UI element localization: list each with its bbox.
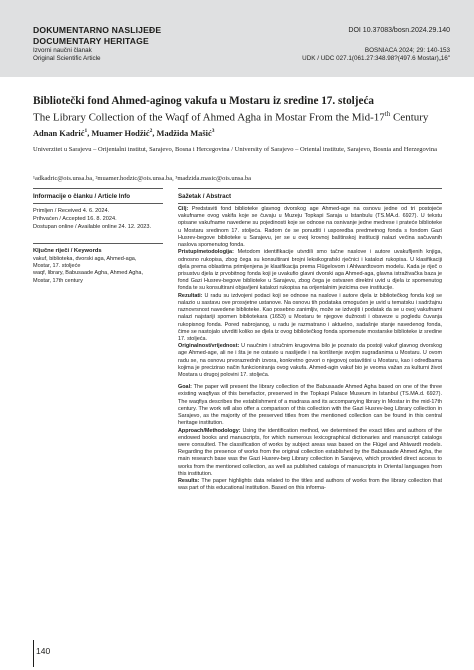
header-left <box>33 25 233 63</box>
doi-link[interactable]: DOI 10.37083/bosn.2024.29.140 <box>348 27 450 34</box>
article-info-heading: Informacije o članku / Article Info <box>33 193 131 200</box>
author-name: Madžida Mašić <box>156 128 212 138</box>
online-date: Dostupan online / Available online 24. 12. 2023. <box>33 224 152 231</box>
journal-issue: BOSNIACA 2024; 29: 140-153 <box>364 47 450 54</box>
article-type-bs: Izvorni naučni članak <box>33 47 92 54</box>
abstract-text: U naučnim i stručnim krugovima bilo je poznato da postoji vakuf glavnog dvorskog age Ahmed-age, ali ne i šta je ne ostavio u naslijeđe i na korištenje svojim sugrađanima u Mostaru. U ovom radu se, na osnovu prvorazrednih izvora, konkretno govori o njegovoj ostavštini u Mostaru, kao i određbama kojima je precizirao način funkcioniranja ovog vakufa. Ahmed-agin vakuf bio je veoma važan za kulturni život Mostara u drugoj polovini 17. stoljeća. <box>178 343 442 379</box>
abstract-paragraph <box>178 343 442 379</box>
footer-bar <box>33 640 34 667</box>
author-mark: 2 <box>149 128 153 134</box>
abstract-body <box>178 206 442 493</box>
author-emails[interactable]: ¹adkadric@ois.unsa.ba, ²muamer.hodzic@ois.unsa.ba, ³madzida.masic@ois.unsa.ba <box>33 175 252 182</box>
abstract-text: The paper highlights data related to the titles and authors of works from the library collection that was part of this educational institution. Based on this informa- <box>178 478 442 492</box>
article-type-en: Original Scientific Article <box>33 55 101 63</box>
abstract-text: U radu su izdvojeni podaci koji se odnose na naslove i autore djela iz bibliotečkog fonda koji se nalazio u sastavu ove prosvjetne ustanove. Na osnovu tih podataka omogućen je uvid u tematsku i sadržajnu raznovrsnost navedene biblioteke. Kao posebno zanimljiv, može se izdvojiti i podatak da se u ovoj vakufnami nalazi najstariji spomen bibliotekara (1653) u Mostaru te njegove dužnosti i obaveze u pogledu čuvanja rukopisnog fonda. Pored nabrojanog, u radu je razmatrano i aktuelno, sadašnje stanje navedenog fonda, čime se nastojalo utvrditi koliko se djela iz ovog bibliotečkog fonda spomenute mostarske biblioteke iz sredine 17. stoljeća. <box>178 292 442 342</box>
abstract-text: Predstaviti fond biblioteke glavnog dvorskog age Ahmed-age na osnovu jedne od tri postojeće vakufname ovog vakifa koje se čuvaju u Muzeju Topkapi Saraja u Istanbulu (TS.MA.d. 6927). U tekstu opisane vakufname navedene su pojedinosti koje se odnose na osnivanje jedne medrese i pratеće biblioteke u Mostaru sredinom 17. stoljeća. Radom će se ponuditi i usporedba predmetnog fonda s fondom Gazi Husrev-begove biblioteke u Sarajevu, jer se u ovoj krovnoj baštinskoj instituciji nalazi većina sačuvanih naslova spomenutog fonda. <box>178 206 442 249</box>
title-english <box>33 110 453 124</box>
abstract-text: The paper will present the library collection of the Babusaade Ahmed Agha based on one of the three existing waqfiyas of this benefactor, preserved in the Topkapi Palace Museum in Istanbul (TS.MA.d. 6927). The waqfiya describes the establishment of a madrasa and its accompanying library in Mostar in the mid-17th century. The work will also offer a comparison of this collection with the Gazi Husrev-beg Library collection in Sarajevo, as the majority of the preserved titles from the mentioned collection can be found in this central heritage institution. <box>178 384 442 427</box>
author-mark: 1 <box>84 128 88 134</box>
journal-name-en: DOCUMENTARY HERITAGE <box>33 36 149 46</box>
abstract-heading: Sažetak / Abstract <box>178 193 232 200</box>
abstract-text: Using the identification method, we determined the exact titles and authors of the endowed books and manuscripts, for which numerous lexicographical dictionaries and manuscript catalogs were consulted. The classification of works by subject areas was based on the Flügel and Ahlwardt models. Regarding the presence of works from the original collection established by the Babusaade Ahmed Agha, the main research base was the Gazi Husrev-beg Library collection in Sarajevo, which provided direct access to works from the mentioned collection, as well as published catalogs of manuscripts in Oriental languages from this institution. <box>178 427 442 477</box>
author-name: Muamer Hodžić <box>91 128 150 138</box>
info-rule-top <box>33 188 163 189</box>
author-list: Adnan Kadrić$^1$, Muamer Hodžić$^2$, Madžida Mašić$^3$ <box>33 128 215 138</box>
keywords-list <box>33 256 163 285</box>
title-english-end: Century <box>390 111 429 124</box>
title-english-main: The Library Collection of the Waqf of Ahmed Agha in Mostar From the Mid-17 <box>33 111 385 124</box>
abstract-paragraph <box>178 384 442 427</box>
abstract-label: Rezultati: <box>178 292 203 299</box>
abstract-label: Results: <box>178 478 200 485</box>
udc-code: UDK / UDC 027.1(061.27:348.98?(497.6 Mostar)„16" <box>302 55 450 63</box>
author-affiliation: Univerzitet u Sarajevu – Orijentalni institut, Sarajevo, Bosna i Hercegovina / University of Sarajevo – Oriental institute, Sarajevo, Bosnia and Herzegovina <box>33 146 437 153</box>
journal-name-bs: DOKUMENTARNO NASLIJEĐE <box>33 25 162 35</box>
keyword-line: Mostar, 17. stoljeće <box>33 263 81 270</box>
abstract-label: Approach/Methodology: <box>178 427 241 434</box>
abstract-paragraph <box>178 206 442 249</box>
author-mark: 3 <box>211 128 215 134</box>
abstract-label: Goal: <box>178 384 192 391</box>
journal-header <box>0 0 474 77</box>
keywords-heading: Ključne riječi / Keywords <box>33 248 102 254</box>
keyword-line: Mostar, 17th century <box>33 277 83 284</box>
title-bosnian: Bibliotečki fond Ahmed-aginog vakufa u Mostaru iz sredine 17. stoljeća <box>33 95 375 107</box>
keyword-line: waqf, library, Babusaade Agha, Ahmed Agha, <box>33 270 143 277</box>
abstract-paragraph <box>178 428 442 479</box>
abstract-paragraph <box>178 478 442 492</box>
abstract-label: Originalnost/vrijednost: <box>178 343 240 350</box>
received-date: Primljen / Received 4. 6. 2024. <box>33 208 110 214</box>
abstract-rule-top <box>178 188 442 189</box>
header-right <box>230 25 450 63</box>
title-english-ordinal: th <box>384 110 391 118</box>
abstract-label: Pristup/metodologija: <box>178 249 234 256</box>
abstract-label: Cilj: <box>178 206 189 212</box>
article-dates <box>33 207 163 232</box>
abstract-paragraph <box>178 293 442 344</box>
accepted-date: Prihvaćen / Accepted 16. 8. 2024. <box>33 216 117 223</box>
abstract-text: Metodom identifikacije utvrdili smo tačne naslove i autore uvakufljenih knjiga, odnosno rukopisa, zbog čega su konsultirani brojni leksikografski rječnici i katalozi rukopisa. U klasifikaciji djela prema oblastima primijenjena je klasifikacija prema Flügelovom i Ahlwardtovom modelu. Kada je riječ o prisustvu djela iz prvobitnog fonda koji je uvakufio glavni dvorski aga Ahmed-aga, glavna istraživačka baza je fond Gazi Husrev-begove biblioteke u Sarajevu, zbog čega je ostvaren direktni uvid u djela iz spomenutog fonda te su konsultirani objavljeni katalozi rukopisa na orijentalnim jezicima ove institucije. <box>178 249 442 292</box>
keyword-line: vakuf, biblioteka, dvorski aga, Ahmed-aga, <box>33 256 137 262</box>
page-number: 140 <box>36 646 51 656</box>
abstract-paragraph <box>178 249 442 292</box>
info-rule-mid <box>33 203 163 204</box>
author-name: Adnan Kadrić <box>33 128 85 138</box>
keywords-rule <box>33 243 163 244</box>
abstract-rule-mid <box>178 203 442 204</box>
